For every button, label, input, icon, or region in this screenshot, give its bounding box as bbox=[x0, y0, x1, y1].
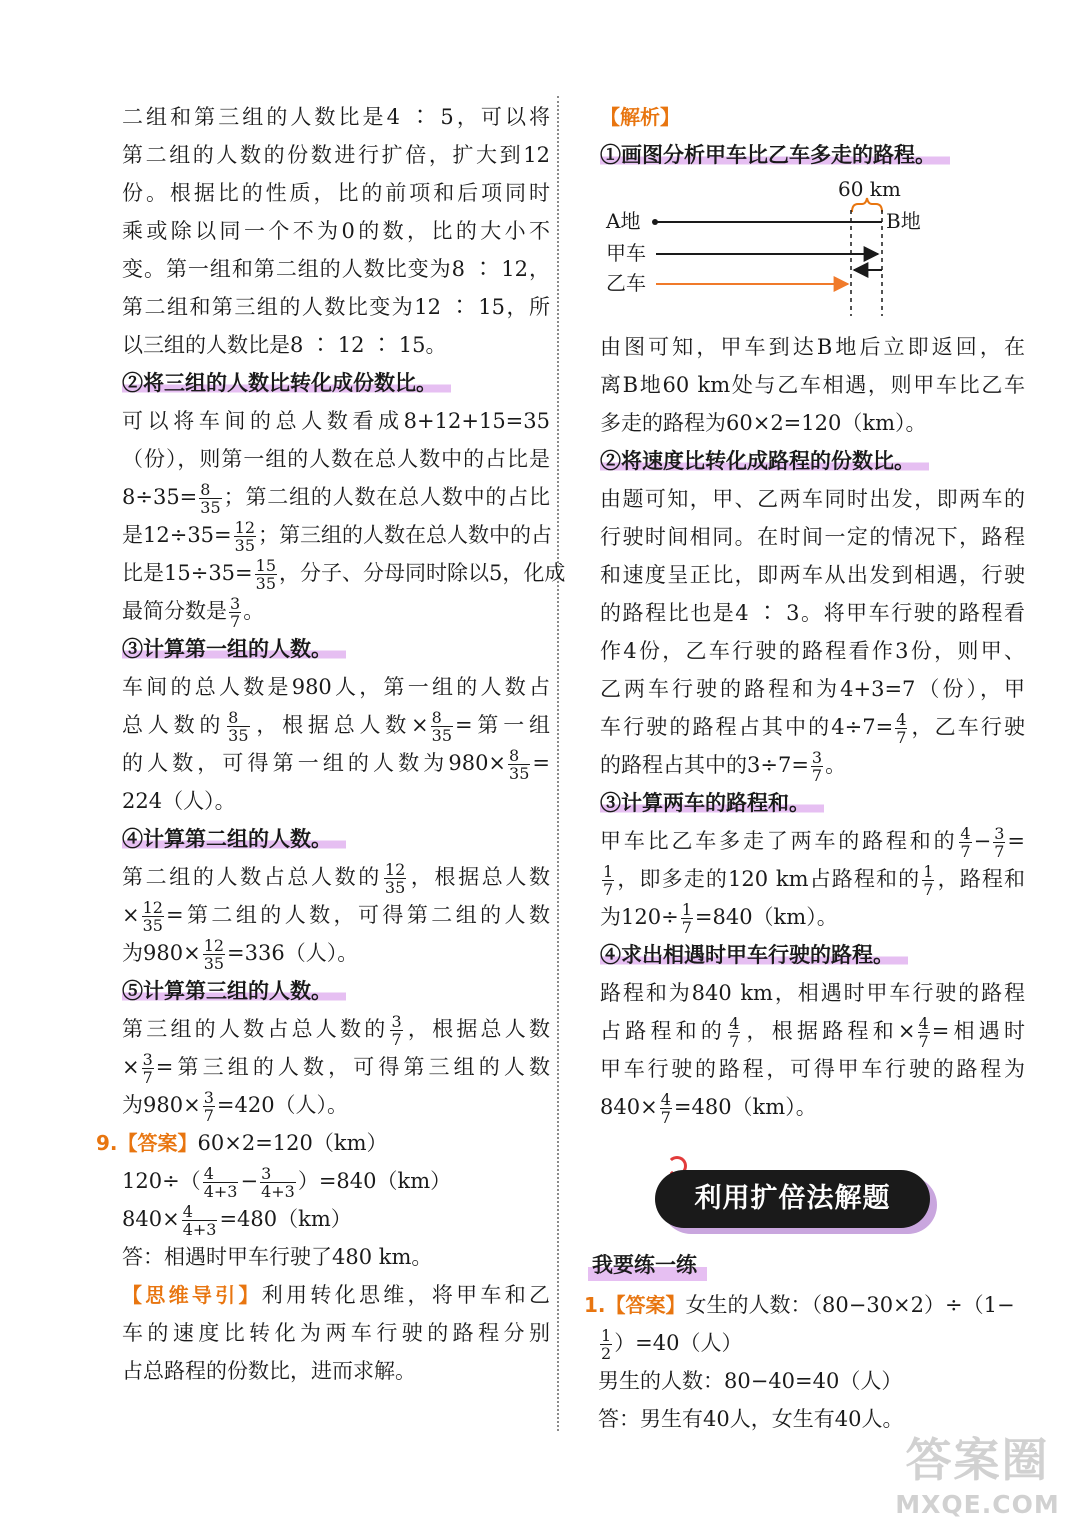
step-heading: ④求出相遇时甲车行驶的路程。 bbox=[600, 936, 1025, 974]
start-point bbox=[652, 219, 658, 225]
step-heading: ③计算第一组的人数。 bbox=[122, 630, 550, 668]
fraction: $\frac{3}{7}$ bbox=[994, 824, 1005, 861]
fraction: $\frac{1}{7}$ bbox=[681, 900, 692, 937]
text-line: 可以将车间的总人数看成8+12+15=35 bbox=[122, 409, 550, 433]
analysis-tag-line bbox=[600, 98, 1025, 136]
watermark-url: MXQE.COM bbox=[895, 1490, 1060, 1519]
text-line: 是12÷35= $\frac{12}{35}$ ；第三组的人数在总人数中的占 bbox=[122, 518, 552, 555]
car-b-label: 乙车 bbox=[606, 271, 646, 295]
text-line: 离B地60 km处与乙车相遇，则甲车比乙车 bbox=[600, 373, 1025, 397]
fraction: $\frac{4}{4+3}$ bbox=[203, 1164, 238, 1201]
text-line: 由题可知，甲、乙两车同时出发，即两车的 bbox=[600, 487, 1025, 511]
text-line: × $\frac{12}{35}$ =第二组的人数，可得第二组的人数 bbox=[122, 898, 550, 935]
practice-title: 我要练一练 bbox=[588, 1246, 707, 1284]
fraction: $\frac{3}{7}$ bbox=[203, 1088, 214, 1125]
text-line: 占总路程的份数比，进而求解。 bbox=[122, 1359, 416, 1383]
guide-tag: 【思维导引】 bbox=[122, 1283, 262, 1307]
step-heading: ⑤计算第三组的人数。 bbox=[122, 972, 550, 1010]
text-line: $\frac{1}{2}$ ）=40（人） bbox=[601, 1326, 743, 1363]
text-line: 最简分数是 $\frac{3}{7}$ 。 bbox=[122, 594, 265, 631]
text-line: 路程和为840 km，相遇时甲车行驶的路程 bbox=[600, 981, 1025, 1005]
text-line: 第二组的人数的份数进行扩倍，扩大到12 bbox=[122, 143, 550, 167]
fraction: $\frac{3}{7}$ bbox=[811, 748, 823, 785]
practice-answer-line: 1.【答案】女生的人数：（80−30×2）÷（1− bbox=[584, 1293, 1015, 1317]
fraction: $\frac{12}{35}$ bbox=[234, 518, 255, 555]
question-number: 9. bbox=[96, 1131, 118, 1155]
text-line: 变。第一组和第二组的人数比变为8 ∶ 12， bbox=[122, 257, 550, 281]
step-heading: ④计算第二组的人数。 bbox=[122, 820, 550, 858]
text-line: 车的速度比转化为两车行驶的路程分别 bbox=[122, 1321, 550, 1345]
fraction: $\frac{12}{35}$ bbox=[384, 860, 406, 897]
text-line: 作4份，乙车行驶的路程看作3份，则甲、 bbox=[600, 639, 1025, 663]
analysis-tag: 【解析】 bbox=[600, 105, 680, 129]
step-heading: ③计算两车的路程和。 bbox=[600, 784, 1025, 822]
question-number: 1. bbox=[584, 1293, 606, 1317]
fraction: $\frac{12}{35}$ bbox=[203, 936, 225, 973]
text-line: 的路程占其中的3÷7= $\frac{3}{7}$ 。 bbox=[600, 748, 847, 785]
answer-tag: 【答案】 bbox=[117, 1131, 198, 1155]
fraction: $\frac{3}{4+3}$ bbox=[261, 1164, 295, 1201]
fraction: $\frac{8}{35}$ bbox=[431, 708, 453, 745]
text-line: $\frac{1}{7}$ ，即多走的120 km占路程和的 $\frac{1}{7}$ ，路程和 bbox=[603, 862, 1025, 899]
fraction: $\frac{1}{7}$ bbox=[603, 862, 614, 899]
text-line: 男生的人数：80−40=40（人） bbox=[598, 1369, 903, 1393]
text-line: 答：男生有40人，女生有40人。 bbox=[598, 1407, 904, 1431]
text-line: 第二组的人数占总人数的 $\frac{12}{35}$ ，根据总人数 bbox=[122, 860, 551, 897]
text-line: 【思维导引】利用转化思维，将甲车和乙 bbox=[122, 1283, 550, 1307]
watermark-title: 答案圈 bbox=[905, 1433, 1050, 1487]
text-line: 车间的总人数是980人，第一组的人数占 bbox=[122, 675, 550, 699]
fraction: $\frac{3}{7}$ bbox=[230, 594, 241, 631]
a-location-label: A地 bbox=[606, 209, 641, 233]
text-line: 120÷（ $\frac{4}{4+3}$ − $\frac{3}{4+3}$ ）=840（km） bbox=[122, 1164, 452, 1201]
text-line: 840× $\frac{4}{7}$ =480（km）。 bbox=[600, 1090, 817, 1127]
step-heading: ①画图分析甲车比乙车多走的路程。 bbox=[600, 136, 1025, 174]
answer-tag: 【答案】 bbox=[605, 1293, 686, 1317]
distance-label: 60 km bbox=[838, 177, 901, 201]
section-banner: 利用扩倍法解题 bbox=[655, 1170, 930, 1228]
text-line: 总人数的 $\frac{8}{35}$ ，根据总人数× $\frac{8}{35}$ =第一组 bbox=[122, 708, 550, 745]
text-line: 8÷35= $\frac{8}{35}$ ；第二组的人数在总人数中的占比 bbox=[122, 480, 550, 517]
text-line: 答：相遇时甲车行驶了480 km。 bbox=[122, 1245, 433, 1269]
text-line: 行驶时间相同。在时间一定的情况下，路程 bbox=[600, 525, 1025, 549]
fraction: $\frac{1}{7}$ bbox=[923, 862, 934, 899]
fraction: $\frac{3}{7}$ bbox=[391, 1012, 402, 1049]
step-heading: ②将三组的人数比转化成份数比。 bbox=[122, 364, 550, 402]
text-line: 由图可知，甲车到达B地后立即返回，在 bbox=[600, 335, 1025, 359]
fraction: $\frac{4}{7}$ bbox=[960, 824, 971, 861]
route-diagram bbox=[600, 176, 1020, 322]
text-line: 份。根据比的性质，比的前项和后项同时 bbox=[122, 181, 550, 205]
fraction: $\frac{3}{7}$ bbox=[142, 1050, 153, 1087]
text-line: （份），则第一组的人数在总人数中的占比是 bbox=[122, 447, 550, 471]
text-line: 为120÷ $\frac{1}{7}$ =840（km）。 bbox=[600, 900, 838, 937]
fraction: $\frac{8}{35}$ bbox=[200, 480, 221, 517]
column-divider bbox=[557, 96, 559, 1431]
text-line: 甲车行驶的路程，可得甲车行驶的路程为 bbox=[600, 1057, 1025, 1081]
text-line: 第三组的人数占总人数的 $\frac{3}{7}$ ，根据总人数 bbox=[122, 1012, 551, 1049]
practice-section bbox=[584, 1286, 1024, 1438]
text-line: 为980× $\frac{3}{7}$ =420（人）。 bbox=[122, 1088, 349, 1125]
fraction: $\frac{4}{4+3}$ bbox=[182, 1202, 217, 1239]
fraction: $\frac{4}{7}$ bbox=[918, 1014, 929, 1051]
text-line: 乘或除以同一个不为0的数，比的大小不 bbox=[122, 219, 550, 243]
step-heading: ②将速度比转化成路程的份数比。 bbox=[600, 442, 1025, 480]
text-line: 和速度呈正比，即两车从出发到相遇，行驶 bbox=[600, 563, 1025, 587]
text-line: 的路程比也是4 ∶ 3。将甲车行驶的路程看 bbox=[600, 601, 1025, 625]
text-line: 的人数，可得第一组的人数为980× $\frac{8}{35}$ = bbox=[122, 746, 550, 783]
fraction: $\frac{15}{35}$ bbox=[255, 556, 276, 593]
car-a-label: 甲车 bbox=[606, 241, 646, 265]
text-line: 乙两车行驶的路程和为4+3=7（份），甲 bbox=[600, 677, 1025, 701]
fraction: $\frac{8}{35}$ bbox=[509, 746, 530, 783]
b-location-label: B地 bbox=[886, 209, 921, 233]
watermark-logo bbox=[880, 1430, 1075, 1534]
text-line: 为980× $\frac{12}{35}$ =336（人）。 bbox=[122, 936, 359, 973]
left-column bbox=[96, 98, 566, 1390]
text-line: 多走的路程为60×2=120（km）。 bbox=[600, 411, 927, 435]
text-line: 第二组和第三组的人数比变为12 ∶ 15，所 bbox=[122, 295, 550, 319]
text-line: 以三组的人数比是8 ∶ 12 ∶ 15。 bbox=[122, 333, 447, 357]
text-line: 比是15÷35= $\frac{15}{35}$ ，分子、分母同时除以5，化成 bbox=[122, 556, 566, 593]
fraction: $\frac{12}{35}$ bbox=[142, 898, 163, 935]
text-line: 车行驶的路程占其中的4÷7= $\frac{4}{7}$ ，乙车行驶 bbox=[600, 710, 1026, 747]
question-9-answer: 9.【答案】60×2=120（km） bbox=[96, 1131, 388, 1155]
fraction: $\frac{1}{2}$ bbox=[601, 1326, 612, 1363]
text-line: 二组和第三组的人数比是4 ∶ 5，可以将 bbox=[122, 105, 550, 129]
text-line: 224（人）。 bbox=[122, 789, 236, 813]
text-line: 占路程和的 $\frac{4}{7}$ ，根据路程和× $\frac{4}{7}$ =相遇时 bbox=[600, 1014, 1025, 1051]
fraction: $\frac{8}{35}$ bbox=[228, 708, 249, 745]
text-line: × $\frac{3}{7}$ =第三组的人数，可得第三组的人数 bbox=[122, 1050, 550, 1087]
fraction: $\frac{4}{7}$ bbox=[729, 1014, 740, 1051]
text-line: 甲车比乙车多走了两车的路程和的 $\frac{4}{7}$ − $\frac{3}{7}$ = bbox=[600, 824, 1025, 861]
fraction: $\frac{4}{7}$ bbox=[660, 1090, 671, 1127]
text-line: 840× $\frac{4}{4+3}$ =480（km） bbox=[122, 1202, 352, 1239]
fraction: $\frac{4}{7}$ bbox=[896, 710, 907, 747]
